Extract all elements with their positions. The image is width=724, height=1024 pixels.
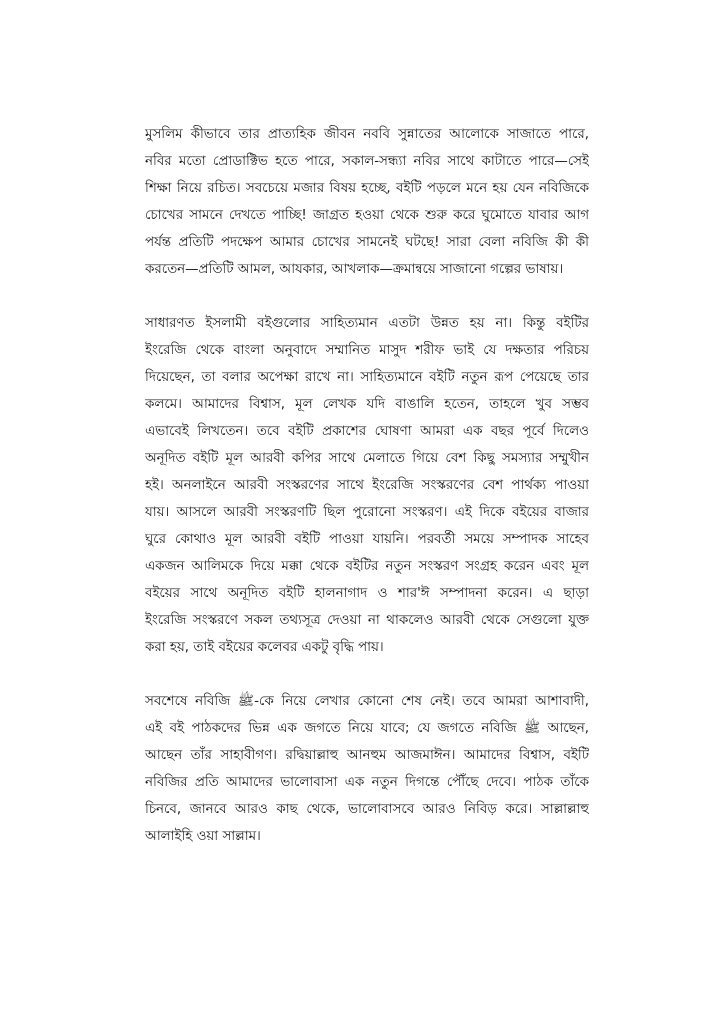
text-line: নবির মতো প্রোডাক্টিভ হতে পারে, সকাল-সন্ধ্যা নবির সাথে কাটাতে পারে—সেই <box>145 154 589 169</box>
text-line: করা হয়, তাই বইয়ের কলেবর একটু বৃদ্ধি পায়। <box>145 640 384 655</box>
text-line: যায়। আসলে আরবী সংস্করণটি ছিল পুরোনো সংস্করণ। এই দিকে বইয়ের বাজার <box>145 505 589 520</box>
text-line: এভাবেই লিখতেন। তবে বইটি প্রকাশের ঘোষণা আমরা এক বছর পূর্বে দিলেও <box>145 424 589 439</box>
text-line: বইয়ের সাথে অনূদিত বইটি হালনাগাদ ও শার'ঈ সম্পাদনা করেন। এ ছাড়া <box>145 586 589 601</box>
text-line: ইংরেজি থেকে বাংলা অনুবাদে সম্মানিত মাসুদ শরীফ ভাই যে দক্ষতার পরিচয় <box>145 343 589 358</box>
text-line: কলমে। আমাদের বিশ্বাস, মূল লেখক যদি বাঙালি হতেন, তাহলে খুব সম্ভব <box>145 397 589 412</box>
text-line: আছেন তাঁর সাহাবীগণ। রদ্বিয়াল্লাহু আনহুম আজমাঈন। আমাদের বিশ্বাস, বইটি <box>145 748 589 763</box>
text-line: সবশেষে নবিজি ﷺ-কে নিয়ে লেখার কোনো শেষ নেই। তবে আমরা আশাবাদী, <box>145 694 589 709</box>
text-line: নবিজির প্রতি আমাদের ভালোবাসা এক নতুন দিগন্তে পৌঁছে দেবে। পাঠক তাঁকে <box>145 775 589 790</box>
paragraph-1 <box>145 121 589 283</box>
text-line: একজন আলিমকে দিয়ে মক্কা থেকে বইটির নতুন সংস্করণ সংগ্রহ করেন এবং মূল <box>145 559 589 574</box>
body-text <box>145 121 589 877</box>
text-line: চিনবে, জানবে আরও কাছ থেকে, ভালোবাসবে আরও নিবিড় করে। সাল্লাল্লাহু <box>145 802 589 817</box>
text-line: চোখের সামনে দেখতে পাচ্ছি! জাগ্রত হওয়া থেকে শুরু করে ঘুমোতে যাবার আগ <box>145 208 589 223</box>
text-line: হই। অনলাইনে আরবী সংস্করণের সাথে ইংরেজি সংস্করণের বেশ পার্থক্য পাওয়া <box>145 478 589 493</box>
text-line: পর্যন্ত প্রতিটি পদক্ষেপ আমার চোখের সামনেই ঘটছে! সারা বেলা নবিজি কী কী <box>145 235 589 250</box>
text-line: মুসলিম কীভাবে তার প্রাত্যহিক জীবন নববি সুন্নাতের আলোকে সাজাতে পারে, <box>145 127 589 142</box>
text-line: করতেন—প্রতিটি আমল, আযকার, আখলাক—ক্রমান্বয়ে সাজানো গল্পের ভাষায়। <box>145 262 564 277</box>
text-line: অনূদিত বইটি মূল আরবী কপির সাথে মেলাতে গিয়ে বেশ কিছু সমস্যার সম্মুখীন <box>145 451 589 466</box>
text-line: ঘুরে কোথাও মূল আরবী বইটি পাওয়া যায়নি। পরবর্তী সময়ে সম্পাদক সাহেব <box>145 532 589 547</box>
text-line: আলাইহি ওয়া সাল্লাম। <box>145 829 261 844</box>
text-line: এই বই পাঠকদের ভিন্ন এক জগতে নিয়ে যাবে; যে জগতে নবিজি ﷺ আছেন, <box>145 721 589 736</box>
paragraph-2 <box>145 310 589 661</box>
text-line: শিক্ষা নিয়ে রচিত। সবচেয়ে মজার বিষয় হচ্ছে, বইটি পড়লে মনে হয় যেন নবিজিকে <box>145 181 589 196</box>
paragraph-3 <box>145 688 589 850</box>
text-line: দিয়েছেন, তা বলার অপেক্ষা রাখে না। সাহিত্যমানে বইটি নতুন রূপ পেয়েছে তার <box>145 370 589 385</box>
text-line: সাধারণত ইসলামী বইগুলোর সাহিত্যমান এতটা উন্নত হয় না। কিন্তু বইটির <box>145 316 589 331</box>
text-line: ইংরেজি সংস্করণে সকল তথ্যসূত্র দেওয়া না থাকলেও আরবী থেকে সেগুলো যুক্ত <box>145 613 589 628</box>
